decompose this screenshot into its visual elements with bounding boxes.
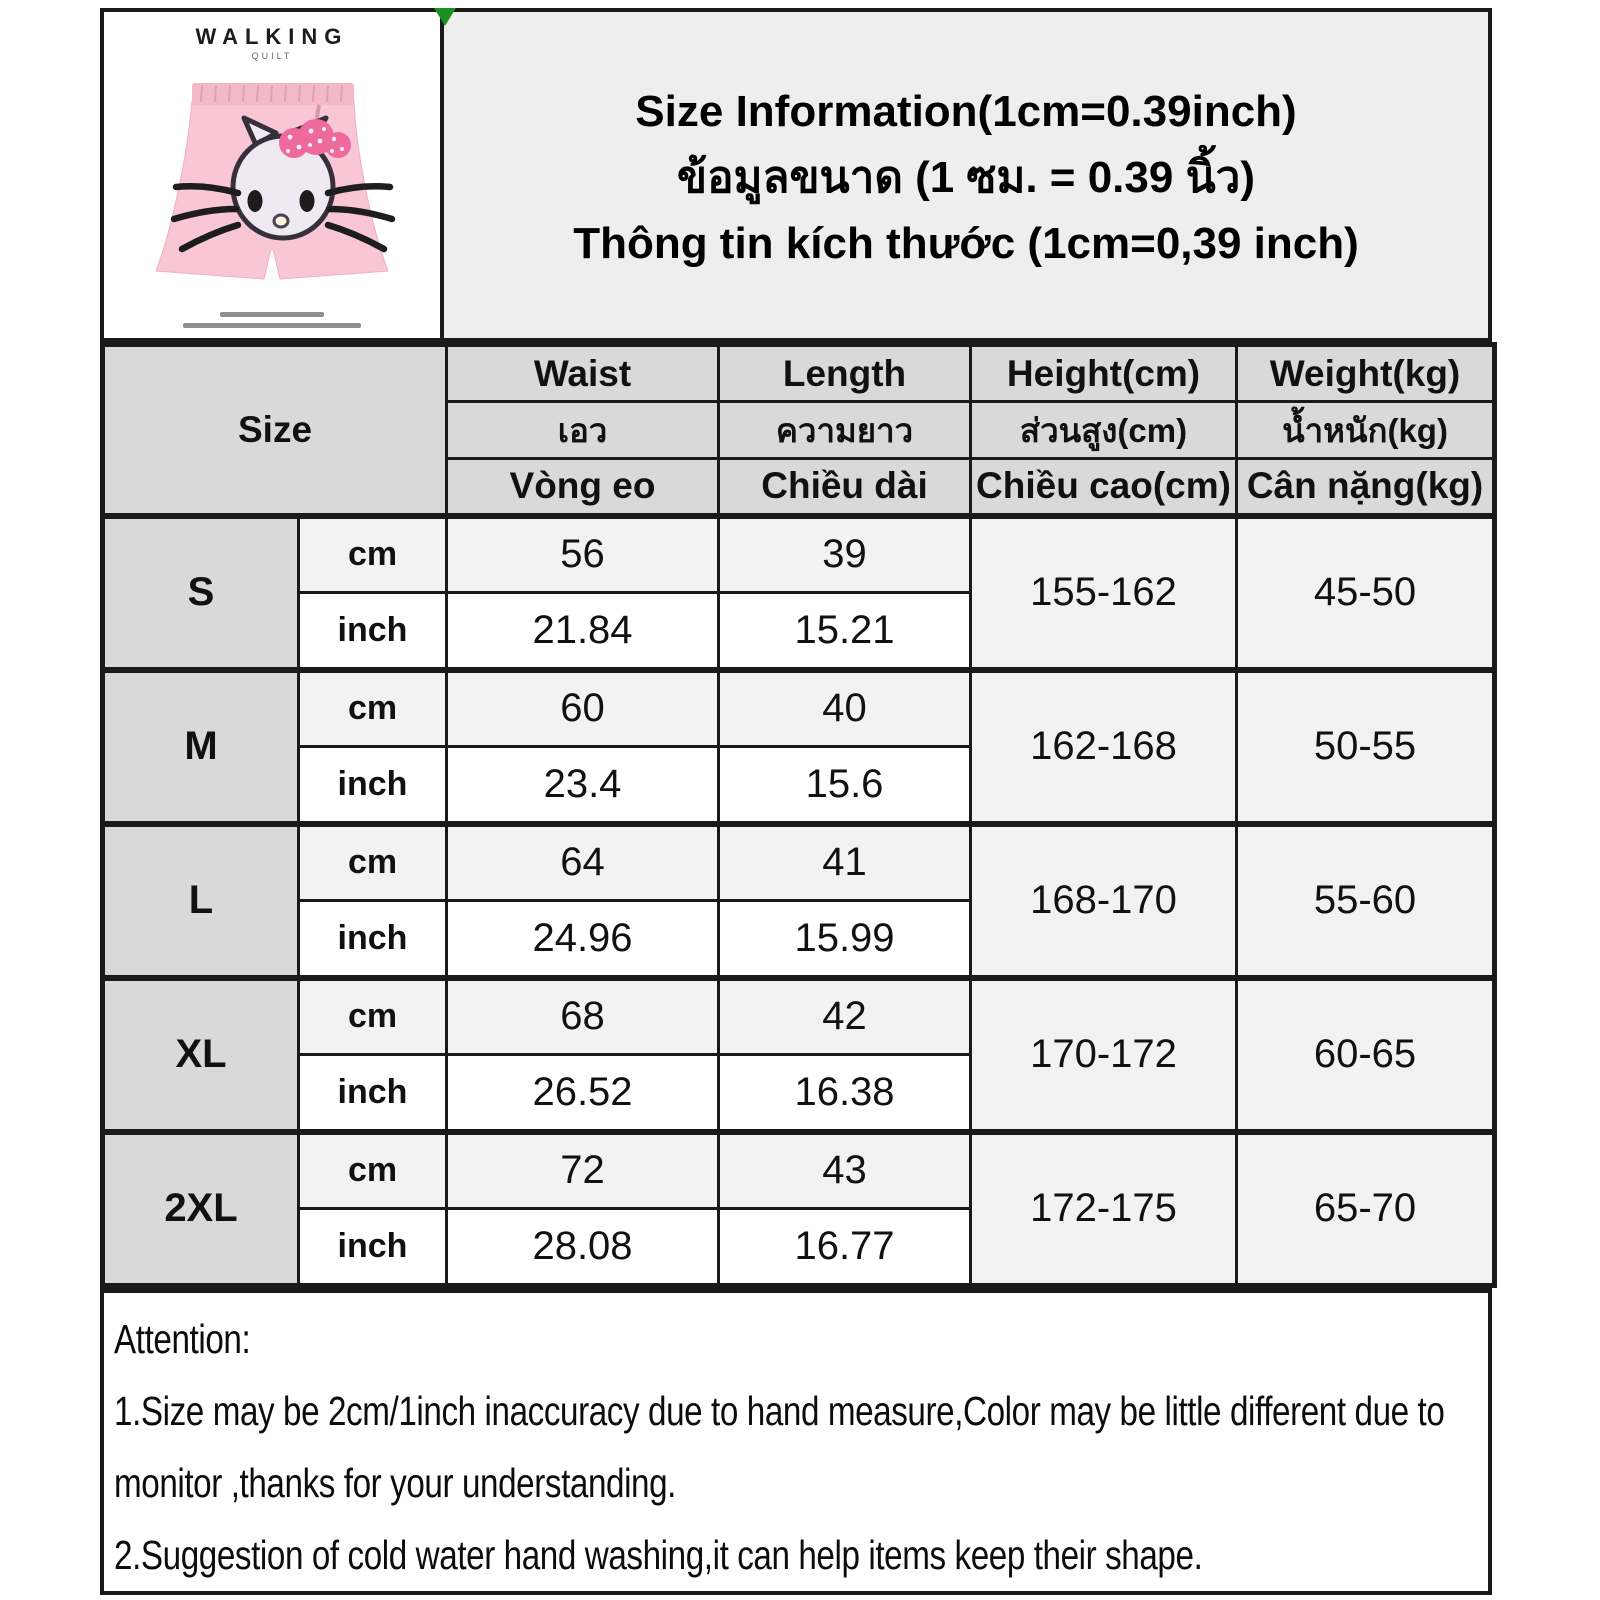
size-cell-m: M xyxy=(103,670,299,824)
top-section xyxy=(100,8,1492,342)
length-inch-value: 16.77 xyxy=(719,1209,971,1286)
attention-text xyxy=(114,1303,1475,1591)
col-header-length-vi: Chiều dài xyxy=(719,459,971,516)
col-header-weight-en: Weight(kg) xyxy=(1237,345,1495,402)
attention-note-2: 2.Suggestion of cold water hand washing,it can help items keep their shape. xyxy=(114,1532,1203,1578)
size-column-header: Size xyxy=(103,345,447,516)
waist-inch-value: 21.84 xyxy=(447,593,719,670)
weight-range: 60-65 xyxy=(1237,978,1495,1132)
length-inch-value: 15.99 xyxy=(719,901,971,978)
fine-print xyxy=(104,312,440,328)
height-range: 162-168 xyxy=(971,670,1237,824)
waist-cm-value: 64 xyxy=(447,824,719,901)
title-thai: ข้อมูลขนาด (1 ซม. = 0.39 นิ้ว) xyxy=(676,153,1255,202)
height-range: 172-175 xyxy=(971,1132,1237,1286)
col-header-length-en: Length xyxy=(719,345,971,402)
header-row-english xyxy=(103,345,1495,402)
unit-cell-inch: inch xyxy=(299,747,447,824)
weight-range: 50-55 xyxy=(1237,670,1495,824)
attention-note-1: 1.Size may be 2cm/1inch inaccuracy due to hand measure,Color may be little different due to monitor ,thanks for your understanding. xyxy=(114,1388,1445,1506)
table-row xyxy=(103,824,1495,901)
length-inch-value: 15.6 xyxy=(719,747,971,824)
kitty-nose xyxy=(274,215,288,227)
attention-panel xyxy=(100,1288,1492,1595)
weight-range: 65-70 xyxy=(1237,1132,1495,1286)
col-header-height-en: Height(cm) xyxy=(971,345,1237,402)
waist-cm-value: 60 xyxy=(447,670,719,747)
product-image-card xyxy=(100,8,444,342)
title-english: Size Information(1cm=0.39inch) xyxy=(635,87,1297,136)
brand-name: WALKING xyxy=(195,24,349,49)
unit-cell-cm: cm xyxy=(299,1132,447,1209)
unit-cell-inch: inch xyxy=(299,1209,447,1286)
col-header-height-th: ส่วนสูง(cm) xyxy=(971,402,1237,459)
length-cm-value: 39 xyxy=(719,516,971,593)
table-row xyxy=(103,516,1495,593)
unit-cell-cm: cm xyxy=(299,670,447,747)
height-range: 170-172 xyxy=(971,978,1237,1132)
attention-heading: Attention: xyxy=(114,1316,251,1362)
table-row xyxy=(103,978,1495,1055)
col-header-waist-vi: Vòng eo xyxy=(447,459,719,516)
weight-range: 55-60 xyxy=(1237,824,1495,978)
height-range: 168-170 xyxy=(971,824,1237,978)
title-vietnamese: Thông tin kích thước (1cm=0,39 inch) xyxy=(573,219,1359,268)
content-frame xyxy=(100,8,1492,1595)
height-range: 155-162 xyxy=(971,516,1237,670)
col-header-waist-th: เอว xyxy=(447,402,719,459)
waist-cm-value: 56 xyxy=(447,516,719,593)
unit-cell-cm: cm xyxy=(299,516,447,593)
weight-range: 45-50 xyxy=(1237,516,1495,670)
unit-cell-cm: cm xyxy=(299,824,447,901)
size-table xyxy=(100,342,1497,1288)
length-cm-value: 40 xyxy=(719,670,971,747)
length-cm-value: 43 xyxy=(719,1132,971,1209)
brand-subtitle: QUILT xyxy=(251,51,293,61)
kitty-eye-left xyxy=(248,190,263,212)
unit-cell-inch: inch xyxy=(299,1055,447,1132)
fine-print-line xyxy=(220,312,324,317)
waist-inch-value: 26.52 xyxy=(447,1055,719,1132)
table-row xyxy=(103,670,1495,747)
waist-cm-value: 72 xyxy=(447,1132,719,1209)
size-cell-2xl: 2XL xyxy=(103,1132,299,1286)
size-cell-s: S xyxy=(103,516,299,670)
size-cell-xl: XL xyxy=(103,978,299,1132)
size-cell-l: L xyxy=(103,824,299,978)
waist-inch-value: 28.08 xyxy=(447,1209,719,1286)
green-corner-flag-icon xyxy=(434,8,456,26)
waist-inch-value: 24.96 xyxy=(447,901,719,978)
table-row xyxy=(103,1132,1495,1209)
waist-cm-value: 68 xyxy=(447,978,719,1055)
col-header-waist-en: Waist xyxy=(447,345,719,402)
length-inch-value: 16.38 xyxy=(719,1055,971,1132)
col-header-weight-vi: Cân nặng(kg) xyxy=(1237,459,1495,516)
unit-cell-cm: cm xyxy=(299,978,447,1055)
length-cm-value: 42 xyxy=(719,978,971,1055)
kitty-eye-right xyxy=(300,190,315,212)
unit-cell-inch: inch xyxy=(299,593,447,670)
fine-print-line xyxy=(183,323,361,328)
product-shorts-image xyxy=(104,63,440,313)
col-header-length-th: ความยาว xyxy=(719,402,971,459)
waist-inch-value: 23.4 xyxy=(447,747,719,824)
unit-cell-inch: inch xyxy=(299,901,447,978)
title-panel xyxy=(444,8,1492,342)
col-header-height-vi: Chiều cao(cm) xyxy=(971,459,1237,516)
length-inch-value: 15.21 xyxy=(719,593,971,670)
length-cm-value: 41 xyxy=(719,824,971,901)
col-header-weight-th: น้ำหนัก(kg) xyxy=(1237,402,1495,459)
